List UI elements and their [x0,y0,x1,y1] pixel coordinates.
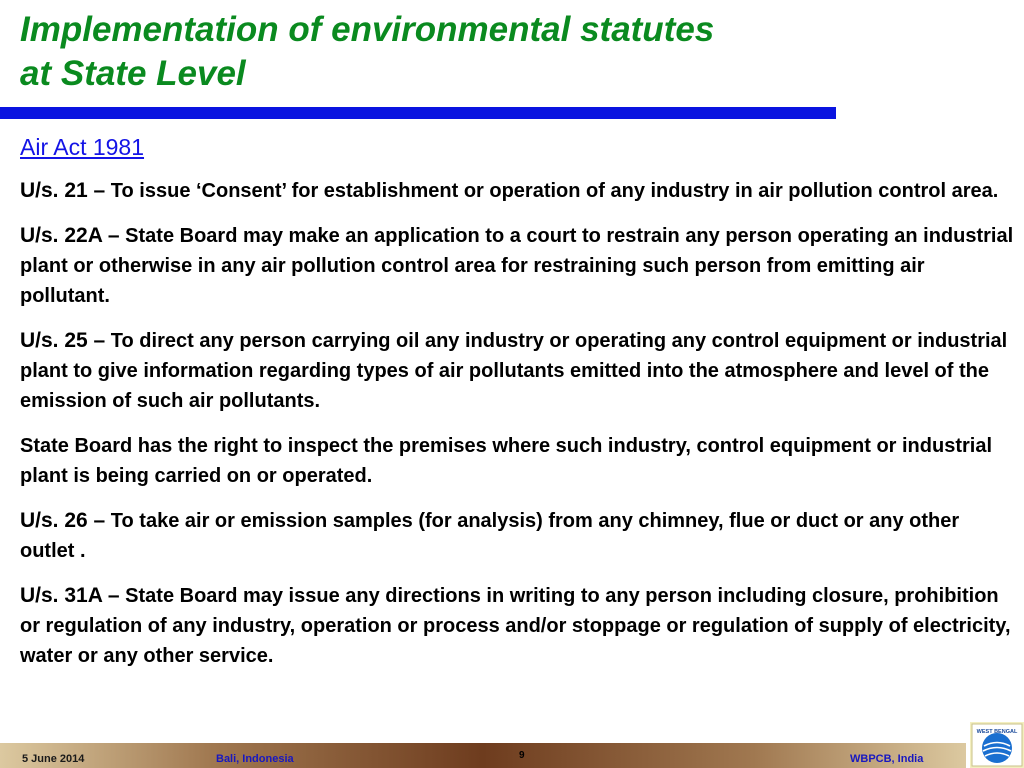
slide-body [20,176,1016,686]
section-inspection-right [20,431,1016,491]
section-text: To direct any person carrying oil any industry or operating any control equipment or industrial plant to give information regarding types of air pollutants emitted into the atmosphere and level of the emission of such air pollutants. [20,330,1008,412]
section-us-26 [20,506,1016,566]
wbpcb-logo-icon [970,722,1024,768]
section-code: U/s. 31A – [20,584,120,607]
section-code: U/s. 25 – [20,329,106,352]
section-code: U/s. 26 – [20,509,106,532]
section-text: To take air or emission samples (for analysis) from any chimney, flue or duct or any other outlet . [20,510,960,562]
title-divider [0,107,836,119]
slide-title-line-2: at State Level [20,54,246,93]
section-text: State Board may issue any directions in writing to any person including closure, prohibition or regulation of any industry, operation or process and/or stoppage or regulation of supply of electricity, water or any other service. [20,585,1011,667]
footer-organization: WBPCB, India [850,753,924,765]
footer-location: Bali, Indonesia [216,753,294,765]
section-text: State Board has the right to inspect the premises where such industry, control equipment or industrial plant is being carried on or operated. [20,435,993,487]
footer-bar [0,743,966,768]
section-us-22a [20,221,1016,311]
slide-title [20,8,920,96]
footer-date: 5 June 2014 [22,753,85,765]
section-code: U/s. 22A – [20,224,120,247]
section-us-31a [20,581,1016,671]
section-us-21 [20,176,1016,206]
page-number: 9 [519,750,525,761]
slide-title-line-1: Implementation of environmental statutes [20,10,715,49]
section-text: State Board may make an application to a court to restrain any person operating an industrial plant or otherwise in any air pollution control area for restraining such person from emitting air pollutant. [20,225,1014,307]
section-code: U/s. 21 – [20,179,106,202]
subheading-air-act: Air Act 1981 [20,134,145,160]
logo-text: WEST BENGAL [976,729,1018,735]
section-text: To issue ‘Consent’ for establishment or operation of any industry in air pollution control area. [105,180,999,202]
section-us-25 [20,326,1016,416]
